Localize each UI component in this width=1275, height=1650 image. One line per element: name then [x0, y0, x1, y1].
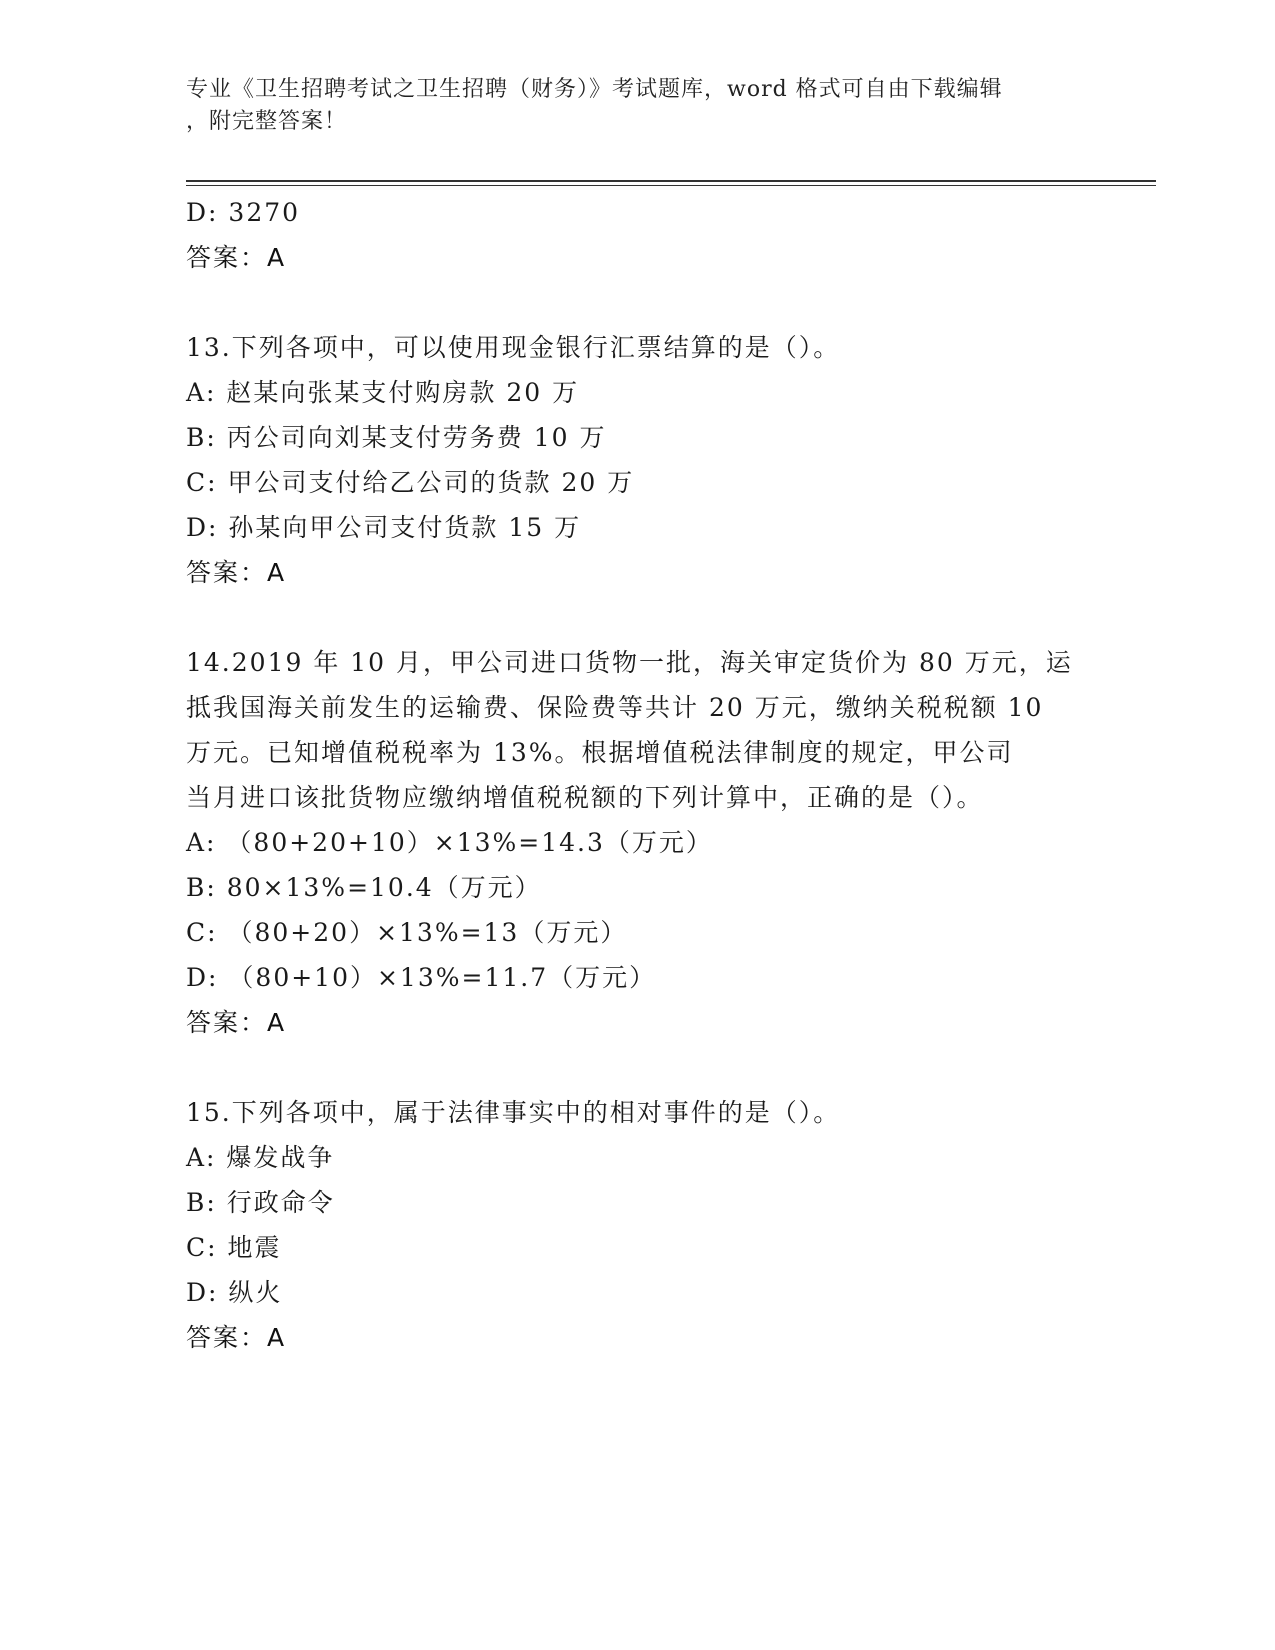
- q14-option-d: D: （80+10）×13%=11.7（万元）: [186, 963, 657, 992]
- q14-stem-line-1: 14.2019 年 10 月，甲公司进口货物一批，海关审定货价为 80 万元，运: [186, 648, 1073, 677]
- header-divider-thin: [186, 185, 1156, 186]
- prev-option-d: D: 3270: [186, 198, 301, 227]
- question-content: [186, 190, 1086, 1360]
- q13-stem: 13.下列各项中，可以使用现金银行汇票结算的是（）。: [186, 333, 841, 362]
- q14-stem: [186, 640, 1086, 820]
- q14-answer: 答案：A: [186, 1008, 287, 1037]
- q14-option-c: C: （80+20）×13%=13（万元）: [186, 918, 628, 947]
- q14-option-a: A: （80+20+10）×13%=14.3（万元）: [186, 828, 713, 857]
- q15-answer: 答案：A: [186, 1323, 287, 1352]
- spacer: [186, 1045, 1086, 1090]
- header-line-1: 专业《卫生招聘考试之卫生招聘（财务）》考试题库，word 格式可自由下载编辑: [186, 77, 1003, 102]
- question-14: [186, 640, 1086, 1045]
- q15-option-c: C: 地震: [186, 1233, 282, 1262]
- spacer: [186, 280, 1086, 325]
- q14-stem-line-3: 万元。已知增值税税率为 13%。根据增值税法律制度的规定，甲公司: [186, 738, 1014, 767]
- prev-answer: 答案：A: [186, 243, 287, 272]
- q15-option-a: A: 爆发战争: [186, 1143, 335, 1172]
- q15-option-b: B: 行政命令: [186, 1188, 335, 1217]
- q14-stem-line-4: 当月进口该批货物应缴纳增值税税额的下列计算中，正确的是（）。: [186, 783, 984, 812]
- page-header: [186, 74, 1086, 138]
- spacer: [186, 595, 1086, 640]
- q13-option-a: A: 赵某向张某支付购房款 20 万: [186, 378, 580, 407]
- q14-stem-line-2: 抵我国海关前发生的运输费、保险费等共计 20 万元，缴纳关税税额 10: [186, 693, 1044, 722]
- question-15: [186, 1090, 1086, 1360]
- header-line-2: ，附完整答案！: [186, 109, 348, 134]
- q15-option-d: D: 纵火: [186, 1278, 283, 1307]
- q13-answer: 答案：A: [186, 558, 287, 587]
- q13-option-d: D: 孙某向甲公司支付货款 15 万: [186, 513, 582, 542]
- q14-option-b: B: 80×13%=10.4（万元）: [186, 873, 542, 902]
- q15-stem: 15.下列各项中，属于法律事实中的相对事件的是（）。: [186, 1098, 841, 1127]
- question-13: [186, 325, 1086, 595]
- q13-option-b: B: 丙公司向刘某支付劳务费 10 万: [186, 423, 607, 452]
- header-divider-thick: [186, 180, 1156, 182]
- q13-option-c: C: 甲公司支付给乙公司的货款 20 万: [186, 468, 635, 497]
